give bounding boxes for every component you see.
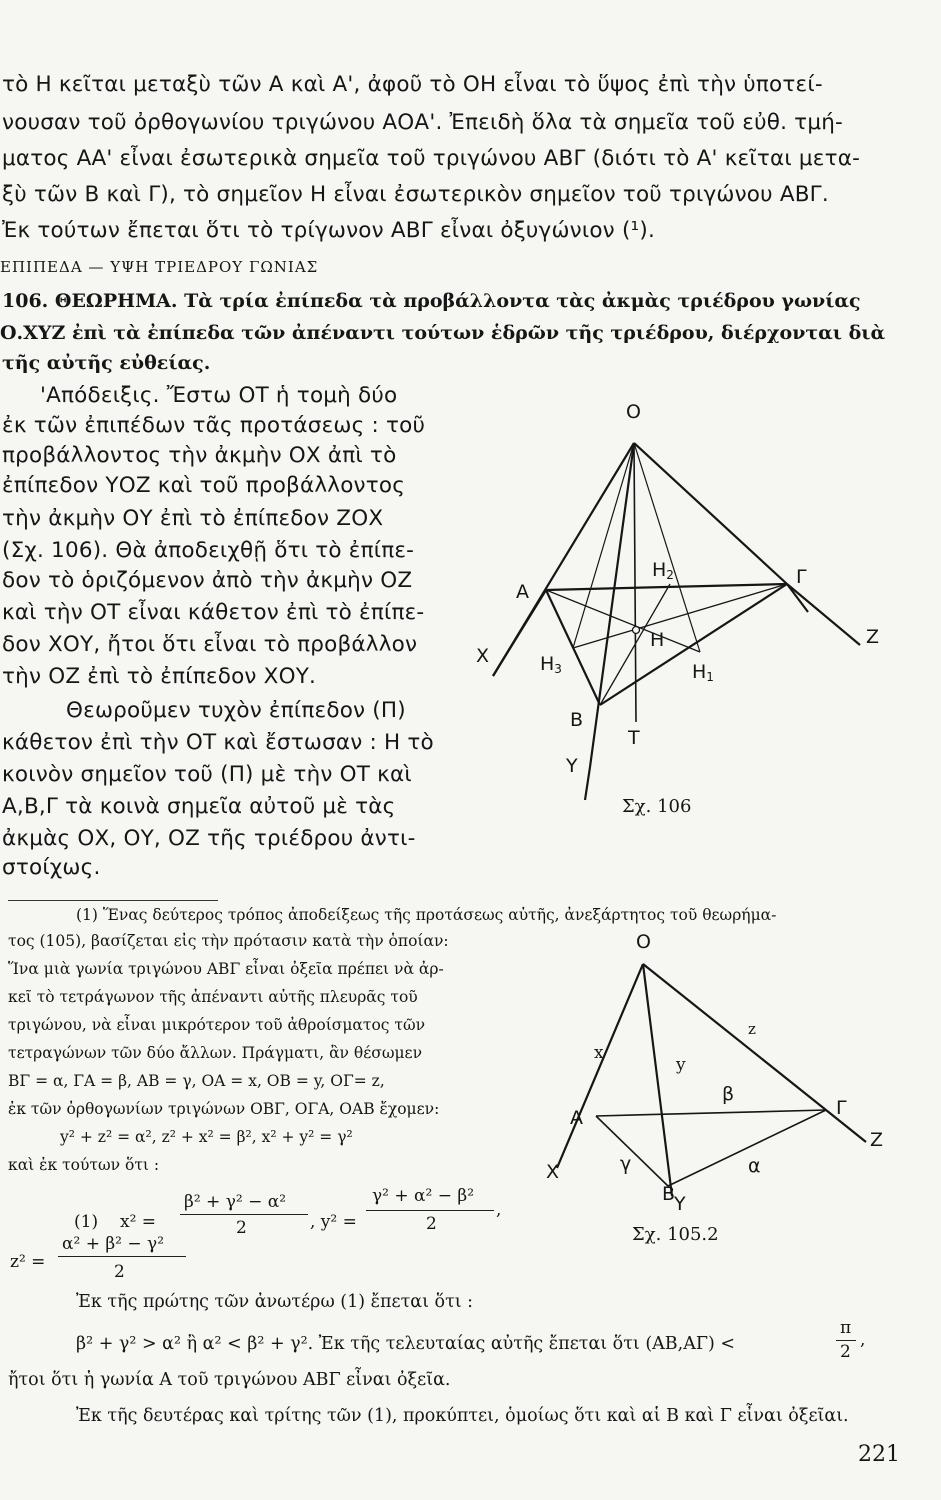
edge-ox xyxy=(557,964,643,1168)
eq3-lhs: z² = xyxy=(10,1252,46,1272)
label-b: B xyxy=(570,709,584,731)
caption-105-2: Σχ. 105.2 xyxy=(632,1224,719,1245)
proof-line: προβάλλοντος τὴν ἀκμὴν ΟΧ ἀπὶ τὸ xyxy=(2,443,397,468)
theorem-line-2: Ο.ΧΥΖ ἐπὶ τὰ ἐπίπεδα τῶν ἀπέναντι τούτων ἑδρῶν τῆς τριέδρου, διέρχονται διὰ xyxy=(0,322,886,344)
section-heading: ΕΠΙΠΕΔΑ — ΥΨΗ ΤΡΙΕΔΡΟΥ ΓΩΝΙΑΣ xyxy=(0,258,319,276)
footnote-line: (1) Ἕνας δεύτερος τρόπος ἀποδείξεως τῆς προτάσεως αὐτῆς, ἀνεξάρτητος τοῦ θεωρήμα- xyxy=(76,906,777,924)
eq1-fraction-bar xyxy=(180,1214,308,1215)
label-b: B xyxy=(662,1183,676,1205)
intro-line-2: νουσαν τοῦ ὀρθογωνίου τριγώνου ΑΟΑ'. Ἐπειδὴ ὅλα τὰ σημεῖα τοῦ εὐθ. τμή- xyxy=(2,110,843,135)
eq2-comma: , xyxy=(496,1200,502,1220)
footnote-line: ΒΓ = α, ΓΑ = β, ΑΒ = γ, ΟΑ = x, ΟΒ = y, ΟΓ= z, xyxy=(8,1072,385,1090)
footnote-line: Ἵνα μιὰ γωνία τριγώνου ΑΒΓ εἶναι ὀξεῖα πρέπει νὰ ἀρ- xyxy=(8,960,444,978)
figure-106 xyxy=(460,390,930,830)
theorem-line-3: τῆς αὐτῆς εὐθείας. xyxy=(2,352,211,374)
proof-line: (Σχ. 106). Θὰ ἀποδειχθῇ ὅτι τὸ ἐπίπε- xyxy=(2,538,415,563)
footnote-line: τος (105), βασίζεται εἰς τὴν πρότασιν κατὰ τὴν ὁποίαν: xyxy=(8,932,449,950)
footnote-line: καὶ ἐκ τούτων ὅτι : xyxy=(8,1156,160,1174)
proof-line: καὶ τὴν ΟΤ εἶναι κάθετον ἐπὶ τὸ ἐπίπε- xyxy=(2,600,425,625)
proof-line: ἐπίπεδον ΥΟΖ καὶ τοῦ προβάλλοντος xyxy=(2,473,406,498)
proof-line: ἀκμὰς ΟΧ, ΟΥ, ΟΖ τῆς τριέδρου ἀντι- xyxy=(2,826,416,851)
footnote-after-1: Ἐκ τῆς πρώτης τῶν ἀνωτέρω (1) ἔπεται ὅτι : xyxy=(76,1292,474,1312)
label-h2 xyxy=(652,559,674,582)
altitude-g xyxy=(573,584,787,648)
edge-z-extension xyxy=(787,584,860,645)
eq3-fraction-bar xyxy=(58,1256,186,1257)
footnote-rule xyxy=(8,900,218,901)
pi-comma: , xyxy=(860,1330,866,1350)
label-y: Y xyxy=(566,755,578,777)
label-gamma-side: γ xyxy=(620,1153,632,1175)
footnote-after-3: ἤτοι ὅτι ἡ γωνία Α τοῦ τριγώνου ΑΒΓ εἶναι ὀξεῖα. xyxy=(8,1370,451,1390)
proof-line: τὴν ἀκμὴν ΟΥ ἐπὶ τὸ ἐπίπεδον ΖΟΧ xyxy=(2,506,384,531)
footnote-ref: (¹). xyxy=(621,218,655,243)
eq2-numerator: γ² + α² − β² xyxy=(372,1186,475,1206)
eq2-denominator: 2 xyxy=(426,1214,437,1234)
side-bg xyxy=(668,1110,826,1186)
label-x-length: x xyxy=(594,1043,604,1063)
side-ab xyxy=(596,1116,668,1186)
proof-line: στοίχως. xyxy=(2,855,101,880)
label-x: X xyxy=(476,645,490,667)
label-h3-main: H xyxy=(540,653,555,675)
pi-fraction-bar xyxy=(836,1340,856,1341)
label-o: O xyxy=(626,401,641,423)
line-oh3 xyxy=(573,443,634,648)
theorem-line-1: 106. ΘΕΩΡΗΜΑ. Τὰ τρία ἐπίπεδα τὰ προβάλλοντα τὰς ἀκμὰς τριέδρου γωνίας xyxy=(2,290,861,312)
side-ag xyxy=(596,1110,826,1116)
label-h3 xyxy=(540,653,562,676)
label-h1 xyxy=(692,661,714,684)
side-bg xyxy=(600,584,787,705)
eq1-label: (1) xyxy=(74,1212,99,1232)
edge-y-extension xyxy=(585,767,590,800)
eq3-numerator: α² + β² − γ² xyxy=(62,1234,165,1254)
label-z: Z xyxy=(870,1129,884,1151)
proof-line: δον ΧΟΥ, ἤτοι ὅτι εἶναι τὸ προβάλλον xyxy=(2,632,418,657)
label-a: A xyxy=(570,1107,583,1129)
eq1-denominator: 2 xyxy=(236,1218,247,1238)
label-z-length: z xyxy=(748,1020,756,1038)
label-o: O xyxy=(636,931,651,953)
eq1-numerator: β² + γ² − α² xyxy=(184,1192,287,1212)
label-alpha: α xyxy=(748,1155,761,1177)
proof-line: Α,Β,Γ τὰ κοινὰ σημεῖα αὐτοῦ μὲ τὰς xyxy=(2,794,396,819)
footnote-after-4: Ἐκ τῆς δευτέρας καὶ τρίτης τῶν (1), προκύπτει, ὁμοίως ὅτι καὶ αἱ Β καὶ Γ εἶναι ὀξεῖαι. xyxy=(76,1406,849,1426)
eq3-denominator: 2 xyxy=(114,1262,125,1282)
caption-106: Σχ. 106 xyxy=(622,796,692,817)
eq2-lhs: , y² = xyxy=(310,1212,357,1232)
footnote-line: τριγώνου, νὰ εἶναι μικρότερον τοῦ ἀθροίσματος τῶν xyxy=(8,1016,426,1034)
intro-line-5-text: Ἐκ τούτων ἔπεται ὅτι τὸ τρίγωνον ΑΒΓ εἶναι ὀξυγώνιον xyxy=(2,218,615,243)
altitude-a xyxy=(546,590,700,652)
footnote-line: κεῖ τὸ τετράγωνον τῆς ἀπέναντι αὐτῆς πλευρᾶς τοῦ xyxy=(8,988,418,1006)
proof-line: Θεωροῦμεν τυχὸν ἐπίπεδον (Π) xyxy=(66,698,406,723)
label-y: Y xyxy=(674,1193,686,1215)
label-a: A xyxy=(516,581,529,603)
footnote-line: y² + z² = α², z² + x² = β², x² + y² = γ² xyxy=(60,1128,353,1146)
label-z: Z xyxy=(866,626,880,648)
proof-line: κοινὸν σημεῖον τοῦ (Π) μὲ τὴν ΟΤ καὶ xyxy=(2,762,412,787)
label-gamma: Γ xyxy=(836,1097,847,1119)
page-number: 221 xyxy=(858,1442,900,1467)
point-h xyxy=(633,627,640,634)
label-h1-main: H xyxy=(692,661,707,683)
footnote-line: ἐκ τῶν ὀρθογωνίων τριγώνων ΟΒΓ, ΟΓΑ, ΟΑΒ ἔχομεν: xyxy=(8,1100,440,1118)
label-h1-sub: 1 xyxy=(706,670,714,684)
label-h2-main: H xyxy=(652,559,667,581)
edge-oy xyxy=(590,443,634,767)
pi-denominator: 2 xyxy=(840,1342,851,1362)
eq1-lhs: x² = xyxy=(120,1212,157,1232)
label-x: X xyxy=(546,1161,560,1183)
eq2-fraction-bar xyxy=(366,1210,494,1211)
label-h: H xyxy=(650,629,665,651)
label-h2-sub: 2 xyxy=(666,568,674,582)
intro-line-3: ματος ΑΑ' εἶναι ἐσωτερικὰ σημεῖα τοῦ τριγώνου ΑΒΓ (διότι τὸ Α' κεῖται μετα- xyxy=(2,146,861,171)
edge-oz-part xyxy=(643,964,826,1110)
line-ot xyxy=(634,443,636,722)
intro-line-5 xyxy=(2,218,655,243)
figure-105-2 xyxy=(540,930,910,1250)
footnote-after-2: β² + γ² > α² ἢ α² < β² + γ². Ἐκ τῆς τελευταίας αὐτῆς ἔπεται ὅτι (ΑΒ,ΑΓ) < xyxy=(76,1334,736,1354)
proof-line: τὴν ΟΖ ἐπὶ τὸ ἐπίπεδον ΧΟΥ. xyxy=(2,664,317,689)
intro-line-4: ξὺ τῶν Β καὶ Γ), τὸ σημεῖον Η εἶναι ἐσωτερικὸν σημεῖον τοῦ τριγώνου ΑΒΓ. xyxy=(2,182,829,207)
label-beta: β xyxy=(722,1083,735,1105)
label-gamma: Γ xyxy=(796,566,807,588)
label-h3-sub: 3 xyxy=(554,662,562,676)
proof-line: δον τὸ ὁριζόμενον ἀπὸ τὴν ἀκμὴν ΟΖ xyxy=(2,568,413,593)
proof-line: 'Απόδειξις. Ἔστω ΟΤ ἡ τομὴ δύο xyxy=(40,383,398,408)
intro-line-1: τὸ Η κεῖται μεταξὺ τῶν Α καὶ Α', ἀφοῦ τὸ ΟΗ εἶναι τὸ ὕψος ἐπὶ τὴν ὑποτεί- xyxy=(2,72,823,97)
edge-oy xyxy=(643,964,672,1196)
proof-line: ἐκ τῶν ἐπιπέδων τᾶς προτάσεως : τοῦ xyxy=(2,413,426,438)
footnote-line: τετραγώνων τῶν δύο ἄλλων. Πράγματι, ἂν θέσωμεν xyxy=(8,1044,423,1062)
label-t: T xyxy=(628,727,640,749)
label-y-length: y xyxy=(676,1055,686,1075)
pi-numerator: π xyxy=(840,1318,852,1338)
proof-line: κάθετον ἐπὶ τὴν ΟΤ καὶ ἔστωσαν : Η τὸ xyxy=(2,730,434,755)
